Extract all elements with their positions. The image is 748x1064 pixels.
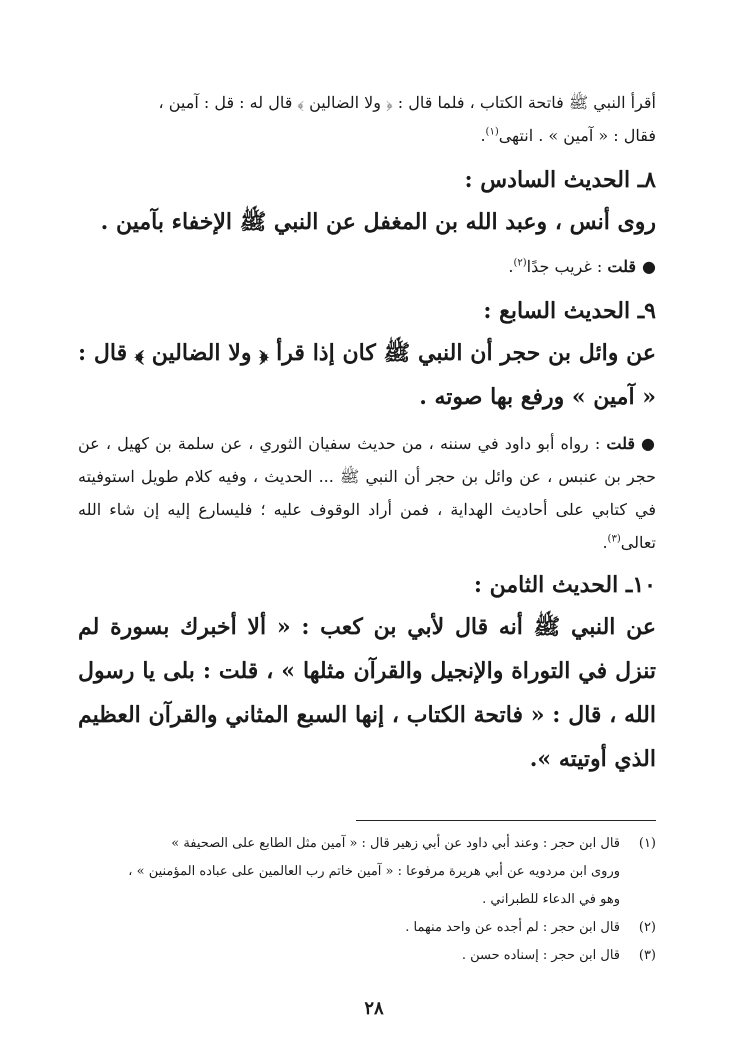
footnote-number: (٣)	[638, 948, 656, 963]
footnote-number: (٢)	[638, 920, 656, 935]
footnote-divider	[356, 820, 656, 821]
hadith-8-note: ●قلت : غريب جدًا$^{(٢)}$.	[508, 257, 656, 276]
hadith-8-heading: ٨ـ الحديث السادس :	[464, 167, 656, 193]
hadith-9-note: ●قلت : رواه أبو داود في سننه ، من حديث سفيان الثوري ، عن سلمة بن كهيل ، عن حجر بن عنبس ، عن وائل بن حجر أن النبي ﷺ ... الحديث ، وفيه كلام طويل استوفيته في كتابي على أحاديث الهداية ، فمن أراد الوقوف عليه ؛ فليسارع إليه إن شاء الله تعالى$^{(٣)}$.	[78, 434, 656, 552]
main-text	[78, 86, 656, 781]
footnote-line: وروى ابن مردويه عن أبي هريرة مرفوعا : « آمين خاتم رب العالمين على عباده المؤمنين » ،	[128, 864, 620, 879]
hadith-10-text: عن النبي ﷺ أنه قال لأبي بن كعب : « ألا أخبرك بسورة لم تنزل في التوراة والإنجيل والقرآن مثلها » ، قلت : بلى يا رسول الله ، قال : « فاتحة الكتاب ، إنها السبع المثاني والقرآن العظيم الذي أوتيته ».	[78, 614, 656, 772]
hadith-10-heading: ١٠ـ الحديث الثامن :	[473, 572, 656, 598]
intro-line-1: أقرأ النبي ﷺ فاتحة الكتاب ، فلما قال : ﴿ ولا الضالين ﴾ قال له : قل : آمين ،	[158, 93, 656, 112]
page-number: ٢٨	[364, 998, 384, 1019]
footnote-3	[78, 942, 656, 970]
footnote-ref-1: (١)	[485, 126, 499, 138]
footnote-ref-2: (٢)	[513, 257, 527, 269]
bullet-icon: ●	[642, 257, 656, 276]
footnote-number: (١)	[638, 836, 656, 851]
footnote-1	[78, 830, 656, 914]
hadith-8-text: روى أنس ، وعبد الله بن المغفل عن النبي ﷺ الإخفاء بآمين .	[100, 209, 656, 235]
footnote-2	[78, 914, 656, 942]
intro-line-2: فقال : « آمين » . انتهى$^{(١)}$.	[480, 126, 656, 145]
footnote-line: وهو في الدعاء للطبراني .	[482, 892, 620, 907]
hadith-9-text: عن وائل بن حجر أن النبي ﷺ كان إذا قرأ ﴿ ولا الضالين ﴾ قال : « آمين » ورفع بها صوته .	[78, 340, 656, 410]
footnotes	[78, 830, 656, 970]
footnote-line: قال ابن حجر : إسناده حسن .	[461, 948, 620, 963]
footnote-ref-3: (٣)	[607, 533, 621, 545]
footnote-line: قال ابن حجر : وعند أبي داود عن أبي زهير قال : « آمين مثل الطابع على الصحيفة »	[171, 836, 620, 851]
hadith-9-heading: ٩ـ الحديث السابع :	[483, 298, 656, 324]
bullet-icon: ●	[641, 434, 656, 453]
footnote-line: قال ابن حجر : لم أجده عن واحد منهما .	[405, 920, 620, 935]
